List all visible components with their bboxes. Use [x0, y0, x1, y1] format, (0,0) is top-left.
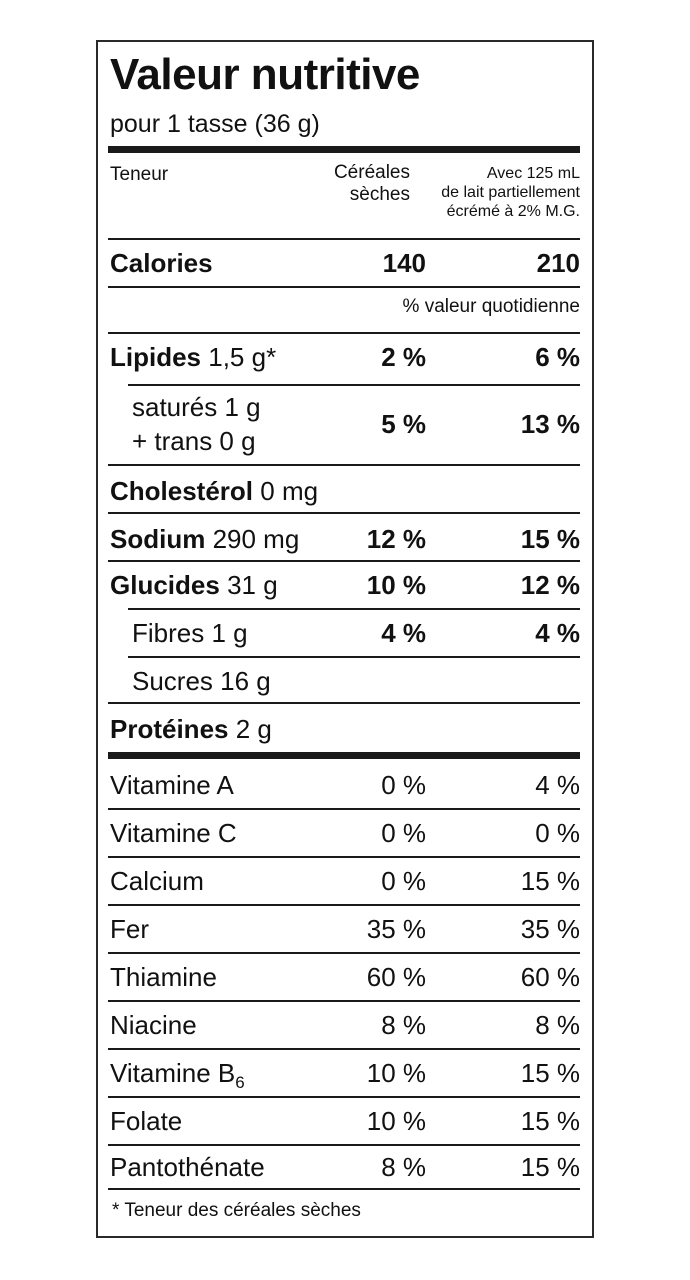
nutrient-amount: 31 g [227, 570, 278, 600]
vitamin-col2: 35 % [520, 914, 580, 944]
nutrient-name-line1: saturés 1 g [132, 392, 261, 422]
nutrient-col2: 4 % [535, 618, 580, 648]
nutrient-name: Sucres 16 g [132, 666, 271, 696]
vitamin-name: Fer [110, 914, 149, 944]
nutrient-col1: 10 % [366, 570, 426, 600]
vitamin-col2: 4 % [535, 770, 580, 800]
panel-title: Valeur nutritive [110, 50, 420, 99]
rule-thin [108, 1096, 580, 1098]
col2-header-line1: Avec 125 mL [486, 165, 580, 182]
vitamin-name: Thiamine [110, 962, 217, 992]
col1-header [334, 162, 410, 206]
vitamin-name: Calcium [110, 866, 204, 896]
rule-thin [108, 464, 580, 466]
nutrient-col1: 2 % [381, 342, 426, 372]
vitamin-col2: 15 % [520, 1106, 580, 1136]
rule-thin [108, 904, 580, 906]
vitamin-col1: 8 % [381, 1010, 426, 1040]
vitamin-col1: 8 % [381, 1152, 426, 1182]
rule-thin [108, 1144, 580, 1146]
nutrient-name: Protéines [110, 714, 229, 744]
rule-thin [108, 560, 580, 562]
nutrient-col2: 6 % [535, 342, 580, 372]
rule-thin [108, 856, 580, 858]
rule-thin [108, 1048, 580, 1050]
nutrient-amount: 0 mg [260, 476, 319, 506]
vitamin-subscript: 6 [235, 1073, 245, 1093]
nutrient-row-satures-trans [98, 392, 592, 456]
col2-header-line3: écrémé à 2% M.G. [446, 203, 580, 220]
vitamin-col1: 0 % [381, 818, 426, 848]
vitamin-name: Niacine [110, 1010, 197, 1040]
nutrient-name: Lipides [110, 342, 202, 372]
daily-value-heading: % valeur quotidienne [402, 296, 580, 317]
rule-thin [128, 384, 580, 386]
col2-header-line2: de lait partiellement [441, 184, 580, 201]
vitamin-col1: 0 % [381, 866, 426, 896]
rule-thin [128, 656, 580, 658]
vitamin-col2: 15 % [520, 1058, 580, 1088]
nutrient-name: Cholestérol [110, 476, 254, 506]
vitamin-col1: 60 % [366, 962, 426, 992]
vitamin-col1: 10 % [366, 1058, 426, 1088]
rule-thin [108, 238, 580, 240]
rule-thin [108, 1188, 580, 1190]
vitamin-col2: 15 % [520, 1152, 580, 1182]
vitamin-name: Vitamine C [110, 818, 237, 848]
nutrient-name: Sodium [110, 524, 206, 554]
rule-thin [108, 1000, 580, 1002]
rule-thick-mid [108, 752, 580, 759]
vitamin-col1: 0 % [381, 770, 426, 800]
serving-size: pour 1 tasse (36 g) [110, 110, 320, 138]
vitamin-col2: 0 % [535, 818, 580, 848]
nutrient-name-line2: + trans 0 g [132, 426, 256, 456]
rule-thin [108, 512, 580, 514]
vitamin-col1: 35 % [366, 914, 426, 944]
nutrient-name: Glucides [110, 570, 220, 600]
amount-header: Teneur [110, 164, 169, 185]
nutrient-col1: 5 % [381, 409, 426, 439]
vitamin-col2: 15 % [520, 866, 580, 896]
rule-thin [108, 332, 580, 334]
calories-label: Calories [110, 248, 213, 278]
rule-thin [108, 808, 580, 810]
vitamin-name: Vitamine A [110, 770, 234, 800]
vitamin-col2: 8 % [535, 1010, 580, 1040]
col2-header [441, 164, 580, 221]
nutrient-col2: 15 % [520, 524, 580, 554]
vitamin-col2: 60 % [520, 962, 580, 992]
nutrient-amount: 1,5 g* [208, 342, 277, 372]
footnote: * Teneur des céréales sèches [112, 1200, 361, 1221]
nutrient-col1: 4 % [381, 618, 426, 648]
rule-thin [108, 702, 580, 704]
nutrient-col1: 12 % [366, 524, 426, 554]
col1-header-line1: Céréales [333, 162, 410, 183]
nutrition-facts-panel [96, 40, 594, 1238]
vitamin-name: Folate [110, 1106, 183, 1136]
nutrient-name: Fibres 1 g [132, 618, 248, 648]
vitamin-name: Vitamine B [110, 1058, 236, 1088]
calories-col2: 210 [536, 248, 580, 278]
nutrient-amount: 2 g [235, 714, 272, 744]
nutrient-amount: 290 mg [212, 524, 300, 554]
rule-thin [108, 952, 580, 954]
rule-thin [108, 286, 580, 288]
vitamin-col1: 10 % [366, 1106, 426, 1136]
col1-header-line2: sèches [349, 184, 410, 205]
nutrient-col2: 12 % [520, 570, 580, 600]
rule-thin [128, 608, 580, 610]
nutrient-col2: 13 % [520, 409, 580, 439]
vitamin-name: Pantothénate [110, 1152, 265, 1182]
rule-thick-top [108, 146, 580, 153]
calories-col1: 140 [382, 248, 426, 278]
